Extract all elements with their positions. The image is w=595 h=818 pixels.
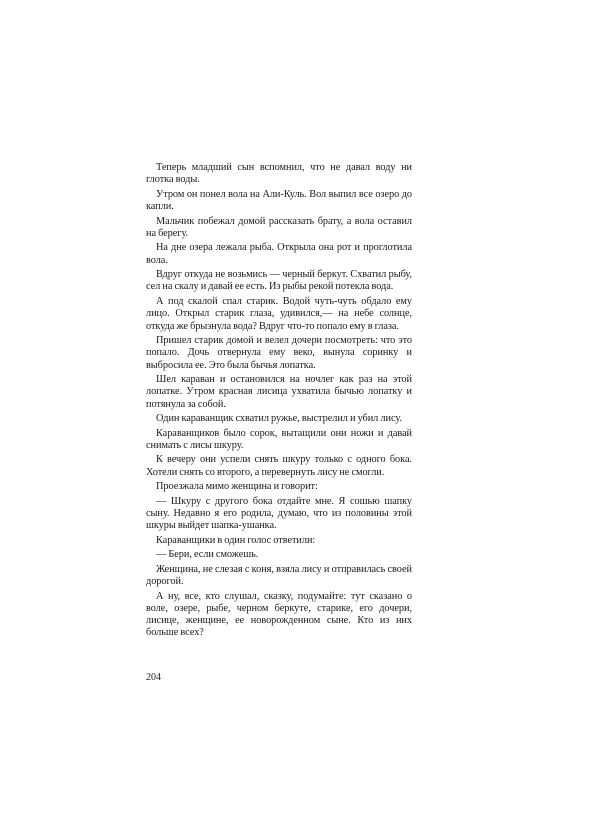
page-number: 204 (146, 672, 161, 683)
paragraph: Караванщики в один голос ответили: (156, 534, 316, 546)
story-text (146, 162, 412, 642)
paragraph: Один караванщик схватил ружье, выстрелил и убил лису. (156, 413, 402, 425)
paragraph: К вечеру они успели снять шкуру только с одного бока. Хотели снять со второго, а перевернуть лису не смогли. (146, 454, 412, 478)
paragraph: Караванщиков было сорок, вытащили они ножи и давай снимать с лисы шкуру. (146, 427, 412, 451)
paragraph: Мальчик побежал домой рассказать брату, а вола оставил на берегу. (146, 215, 412, 239)
paragraph: Вдруг откуда не возьмись — черный беркут. Схватил рыбу, сел на скалу и давай ее есть. Из рыбы рекой потекла вода. (146, 269, 412, 293)
paragraph: Утром он понел вола на Али-Куль. Вол выпил все озеро до капли. (146, 188, 412, 213)
paragraph: Шел караван и остановился на ночлег как раз на этой лопатке. Утром красная лисица ухватила бычью лопатку и потянула за собой. (146, 374, 412, 410)
paragraph: Теперь младший сын вспомнил, что не давал воду ни глотка воды. (146, 162, 412, 186)
paragraph: На дне озера лежала рыба. Открыла она рот и проглотила вола. (146, 242, 412, 266)
paragraph: А ну, все, кто слушал, сказку, подумайте: тут сказано о воле, озере, рыбе, черном беркуте, старике, его дочери, лисице, женщине, ее новорожденном сыне. Кто из них больше всех? (146, 590, 412, 639)
paragraph: — Бери, если сможешь. (156, 549, 259, 561)
paragraph: А под скалой спал старик. Водой чуть-чуть обдало ему лицо. Открыл старик глаза, удивился,— на небе солнце, откуда же брызнула вода? Вдруг что-то попало ему в глаза. (146, 295, 412, 332)
paragraph: Проезжала мимо женщина и говорит: (156, 481, 318, 493)
paragraph: Пришел старик домой и велел дочери посмотреть: что это попало. Дочь отвернула ему веко, вынула соринку и выбросила ее. Это была бычья лопатка. (146, 334, 412, 371)
paragraph: Женщина, не слезая с коня, взяла лису и отправилась своей дорогой. (146, 563, 412, 588)
paragraph: — Шкуру с другого бока отдайте мне. Я сошью шапку сыну. Недавно я его родила, думаю, что из половины этой шкуры выйдет шапка-ушанка. (146, 495, 412, 532)
